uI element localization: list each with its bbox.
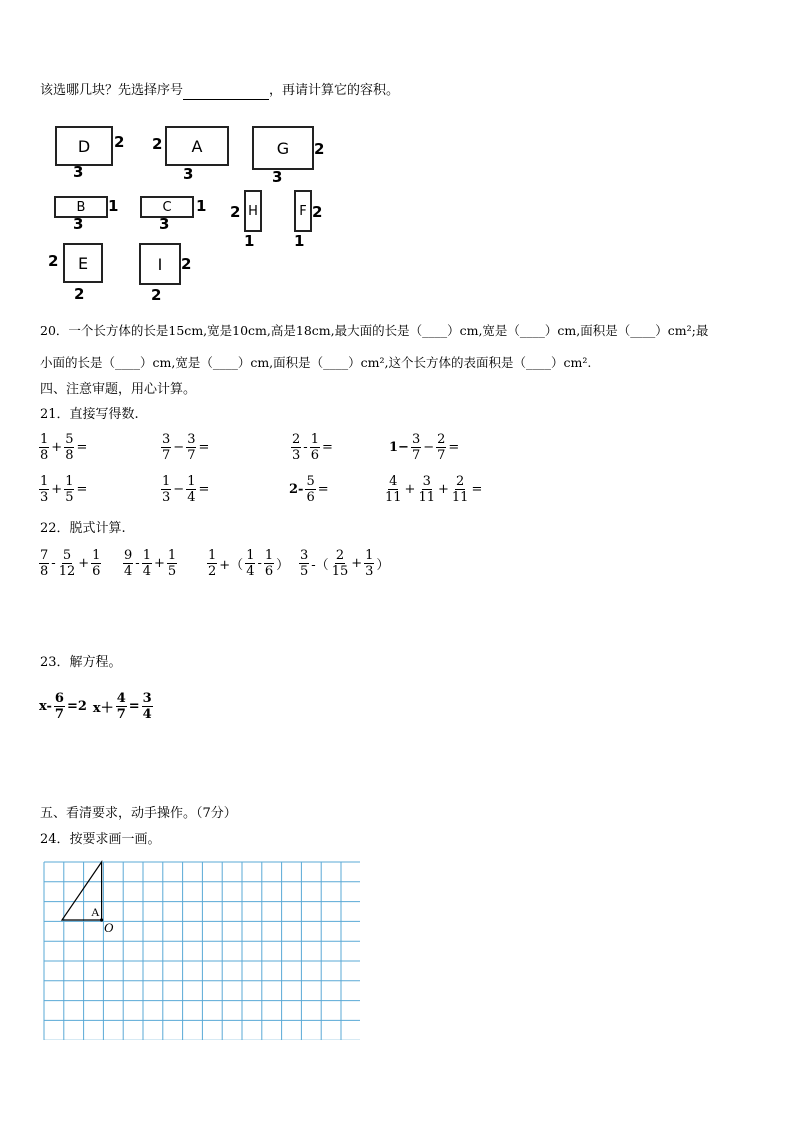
piece-g-bottom: 3 — [272, 168, 283, 186]
origin-label: O — [104, 920, 114, 935]
q21-r1-e1: $\frac{1}{8}$ + $\frac{5}{8}$ = — [40, 432, 88, 463]
q21-r2-e1: $\frac{1}{3}$ + $\frac{1}{5}$ = — [40, 474, 88, 505]
piece-e-bottom: 2 — [74, 285, 85, 303]
point-a-label: A — [91, 905, 100, 919]
q21-r2-e2: $\frac{1}{3}$ − $\frac{1}{4}$ = — [162, 474, 210, 505]
origin-point — [100, 918, 103, 921]
piece-d-side: 2 — [114, 133, 125, 151]
q22-e3: $\frac{1}{2}$ +（ $\frac{1}{4}$ - $\frac{1}{6}$ ） — [208, 548, 290, 579]
q21-r2-e4: $\frac{4}{11}$ + $\frac{3}{11}$ + $\frac{2}{11}$ = — [385, 474, 483, 505]
q22-e2: $\frac{9}{4}$ - $\frac{1}{4}$ + $\frac{1}{5}$ — [124, 548, 177, 579]
q23-equations: x- $\frac{6}{7}$ =2 x＋ $\frac{4}{7}$ = $\frac{3}{4}$ — [39, 691, 152, 722]
q19-instruction — [40, 83, 399, 100]
q19-text-2: ，再请计算它的容积。 — [269, 83, 400, 98]
q22-title: 22．脱式计算. — [40, 521, 126, 536]
piece-e: E — [63, 243, 103, 283]
q21-r1-e3: $\frac{2}{3}$ - $\frac{1}{6}$ = — [292, 432, 333, 463]
q22-e1: $\frac{7}{8}$ - $\frac{5}{12}$ + $\frac{1}{6}$ — [40, 548, 101, 579]
piece-d: D — [55, 126, 113, 166]
answer-blank[interactable] — [183, 83, 269, 100]
piece-i-side: 2 — [181, 255, 192, 273]
piece-g-side: 2 — [314, 140, 325, 158]
piece-h-side: 2 — [230, 203, 241, 221]
q21-title: 21．直接写得数. — [40, 407, 139, 422]
q21-r2-e3: 2- $\frac{5}{6}$ = — [289, 474, 329, 505]
q23-title: 23．解方程。 — [40, 655, 122, 670]
q22-e4: $\frac{3}{5}$ -（ $\frac{2}{15}$ + $\frac{1}{3}$ ） — [300, 548, 390, 579]
piece-f-bottom: 1 — [294, 232, 305, 250]
q20-line-1: 20．一个长方体的长是15cm,宽是10cm,高是18cm,最大面的长是（____）cm,宽是（____）cm,面积是（____）cm²;最 — [40, 323, 709, 338]
piece-i-bottom: 2 — [151, 286, 162, 304]
piece-c: C — [140, 196, 194, 218]
q21-r1-e4: 1− $\frac{3}{7}$ − $\frac{2}{7}$ = — [389, 432, 460, 463]
q21-r1-e2: $\frac{3}{7}$ − $\frac{3}{7}$ = — [162, 432, 210, 463]
q24-title: 24．按要求画一画。 — [40, 832, 161, 847]
section-5-heading: 五、看清要求，动手操作。（7分） — [40, 806, 237, 821]
drawing-grid[interactable] — [42, 860, 360, 1040]
piece-f-side: 2 — [312, 203, 323, 221]
piece-c-bottom: 3 — [159, 215, 170, 233]
piece-b: B — [54, 196, 108, 218]
piece-a-bottom: 3 — [183, 165, 194, 183]
q20-line-2: 小面的长是（____）cm,宽是（____）cm,面积是（____）cm²,这个长方体的表面积是（____）cm². — [40, 355, 592, 370]
piece-d-bottom: 3 — [73, 163, 84, 181]
piece-g: G — [252, 126, 314, 170]
piece-f: F — [294, 190, 312, 232]
piece-e-side: 2 — [48, 252, 59, 270]
piece-c-side: 1 — [196, 197, 207, 215]
piece-a: A — [165, 126, 229, 166]
section-4-heading: 四、注意审题，用心计算。 — [40, 382, 197, 397]
piece-a-side: 2 — [152, 135, 163, 153]
piece-h: H — [244, 190, 262, 232]
piece-b-side: 1 — [108, 197, 119, 215]
q19-text-1: 该选哪几块？先选择序号 — [40, 83, 184, 98]
piece-b-bottom: 3 — [73, 215, 84, 233]
piece-i: I — [139, 243, 181, 285]
box-pieces-figure — [40, 115, 340, 315]
piece-h-bottom: 1 — [244, 232, 255, 250]
grid-lines — [44, 862, 360, 1040]
